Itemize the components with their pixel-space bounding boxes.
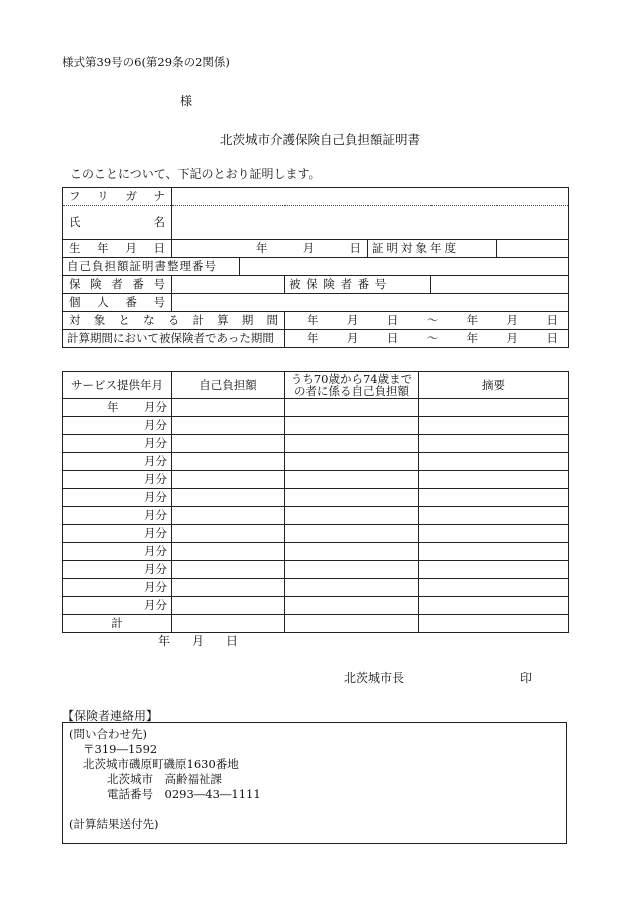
cert-number-field[interactable] — [240, 258, 569, 276]
service-month-cell[interactable] — [63, 489, 172, 507]
table-row — [63, 525, 569, 543]
self-pay-cell[interactable] — [172, 543, 285, 561]
self-pay-70-74-cell[interactable] — [285, 597, 419, 615]
self-pay-70-74-cell[interactable] — [285, 435, 419, 453]
self-pay-cell[interactable] — [172, 399, 285, 417]
table-row — [63, 579, 569, 597]
self-pay-cell[interactable] — [172, 561, 285, 579]
self-pay-70-74-cell[interactable] — [285, 489, 419, 507]
header-self-pay-70-74: うち70歳から74歳まで の者に係る自己負担額 — [285, 372, 419, 399]
remarks-cell[interactable] — [419, 579, 569, 597]
name-field[interactable] — [172, 206, 569, 240]
self-pay-cell[interactable] — [172, 489, 285, 507]
self-pay-cell[interactable] — [172, 525, 285, 543]
contact-address: 北茨城市磯原町磯原1630番地 — [83, 757, 239, 771]
contact-postal: 〒319―1592 — [83, 742, 158, 756]
month-unit: 月分 — [144, 508, 167, 522]
cert-year-field[interactable] — [497, 240, 569, 258]
birthdate-label: 生 年 月 日 — [63, 240, 172, 258]
self-pay-70-74-cell[interactable] — [285, 561, 419, 579]
birthdate-field[interactable]: 年 月 日 — [172, 240, 368, 258]
service-month-cell[interactable] — [63, 507, 172, 525]
service-month-cell[interactable] — [63, 453, 172, 471]
self-pay-cell[interactable] — [172, 507, 285, 525]
service-month-cell[interactable] — [63, 525, 172, 543]
month-unit: 月分 — [144, 526, 167, 540]
month-unit: 月分 — [144, 562, 167, 576]
self-pay-cell[interactable] — [172, 417, 285, 435]
service-month-cell[interactable] — [63, 579, 172, 597]
insured-period-field[interactable]: 年 月 日 〜 年 月 日 — [285, 330, 569, 348]
certificate-form — [62, 187, 569, 348]
self-pay-cell[interactable] — [172, 597, 285, 615]
remarks-cell[interactable] — [419, 597, 569, 615]
table-row — [63, 471, 569, 489]
total-remarks[interactable] — [419, 615, 569, 633]
service-month-cell[interactable] — [63, 471, 172, 489]
table-row — [63, 597, 569, 615]
furigana-field[interactable] — [172, 188, 569, 206]
table-row — [63, 417, 569, 435]
header-service-month: サービス提供年月 — [63, 372, 172, 399]
self-pay-cell[interactable] — [172, 435, 285, 453]
service-month-cell[interactable] — [63, 399, 172, 417]
self-pay-cell[interactable] — [172, 471, 285, 489]
personal-number-field[interactable] — [172, 294, 569, 312]
self-pay-70-74-cell[interactable] — [285, 579, 419, 597]
month-unit: 月分 — [144, 400, 167, 414]
remarks-cell[interactable] — [419, 507, 569, 525]
contact-heading: 【保険者連絡用】 — [62, 709, 159, 723]
form-number: 様式第39号の6(第29条の2関係) — [62, 55, 230, 69]
name-label: 氏 名 — [63, 206, 172, 240]
service-month-cell[interactable] — [63, 561, 172, 579]
remarks-cell[interactable] — [419, 435, 569, 453]
total-self-pay[interactable] — [172, 615, 285, 633]
month-unit: 月分 — [144, 490, 167, 504]
service-month-cell[interactable] — [63, 597, 172, 615]
contact-box — [62, 722, 567, 844]
furigana-label: フ リ ガ ナ — [63, 188, 172, 206]
remarks-cell[interactable] — [419, 453, 569, 471]
month-unit: 月分 — [144, 544, 167, 558]
personal-number-label: 個 人 番 号 — [63, 294, 172, 312]
remarks-cell[interactable] — [419, 525, 569, 543]
self-pay-70-74-cell[interactable] — [285, 471, 419, 489]
self-pay-cell[interactable] — [172, 453, 285, 471]
month-unit: 月分 — [144, 580, 167, 594]
header-self-pay: 自己負担額 — [172, 372, 285, 399]
remarks-cell[interactable] — [419, 399, 569, 417]
calc-period-field[interactable]: 年 月 日 〜 年 月 日 — [285, 312, 569, 330]
issuer-name: 北茨城市長 — [344, 671, 405, 685]
document-title: 北茨城市介護保険自己負担額証明書 — [220, 132, 421, 147]
month-unit: 月分 — [144, 454, 167, 468]
service-month-cell[interactable] — [63, 543, 172, 561]
self-pay-70-74-cell[interactable] — [285, 543, 419, 561]
remarks-cell[interactable] — [419, 489, 569, 507]
remarks-cell[interactable] — [419, 561, 569, 579]
year-unit: 年 — [107, 400, 119, 414]
self-pay-70-74-cell[interactable] — [285, 453, 419, 471]
total-self-pay-70-74[interactable] — [285, 615, 419, 633]
intro-text: このことについて、下記のとおり証明します。 — [70, 167, 321, 181]
self-pay-70-74-cell[interactable] — [285, 507, 419, 525]
self-pay-70-74-cell[interactable] — [285, 417, 419, 435]
calc-period-label: 対 象 と な る 計 算 期 間 — [63, 312, 285, 330]
month-unit: 月分 — [144, 418, 167, 432]
insured-number-field[interactable] — [431, 276, 569, 294]
expense-table — [62, 371, 569, 633]
table-row — [63, 489, 569, 507]
total-label: 計 — [63, 615, 172, 633]
table-row — [63, 561, 569, 579]
remarks-cell[interactable] — [419, 543, 569, 561]
contact-inquiry: (問い合わせ先) — [69, 727, 147, 741]
seal-mark: 印 — [520, 671, 533, 685]
table-row — [63, 543, 569, 561]
self-pay-cell[interactable] — [172, 579, 285, 597]
header-remarks: 摘要 — [419, 372, 569, 399]
month-unit: 月分 — [144, 598, 167, 612]
remarks-cell[interactable] — [419, 417, 569, 435]
insurer-number-label: 保 険 者 番 号 — [63, 276, 172, 294]
contact-phone: 電話番号 0293―43―1111 — [107, 787, 261, 801]
remarks-cell[interactable] — [419, 471, 569, 489]
cert-year-label: 証明対象年度 — [368, 240, 497, 258]
contact-department: 北茨城市 高齢福祉課 — [107, 772, 222, 786]
insured-period-label: 計算期間において被保険者であった期間 — [63, 330, 285, 348]
contact-send-to: (計算結果送付先) — [69, 817, 159, 831]
month-unit: 月分 — [144, 472, 167, 486]
recipient-suffix: 様 — [180, 94, 193, 108]
self-pay-70-74-cell[interactable] — [285, 399, 419, 417]
table-row — [63, 453, 569, 471]
self-pay-70-74-cell[interactable] — [285, 525, 419, 543]
table-row — [63, 507, 569, 525]
cert-number-label: 自己負担額証明書整理番号 — [63, 258, 240, 276]
table-row — [63, 435, 569, 453]
service-month-cell[interactable] — [63, 417, 172, 435]
table-row — [63, 399, 569, 417]
service-month-cell[interactable] — [63, 435, 172, 453]
issue-date: 年 月 日 — [158, 634, 238, 648]
total-row — [63, 615, 569, 633]
month-unit: 月分 — [144, 436, 167, 450]
insured-number-label: 被 保 険 者 番 号 — [285, 276, 431, 294]
insurer-number-field[interactable] — [172, 276, 285, 294]
